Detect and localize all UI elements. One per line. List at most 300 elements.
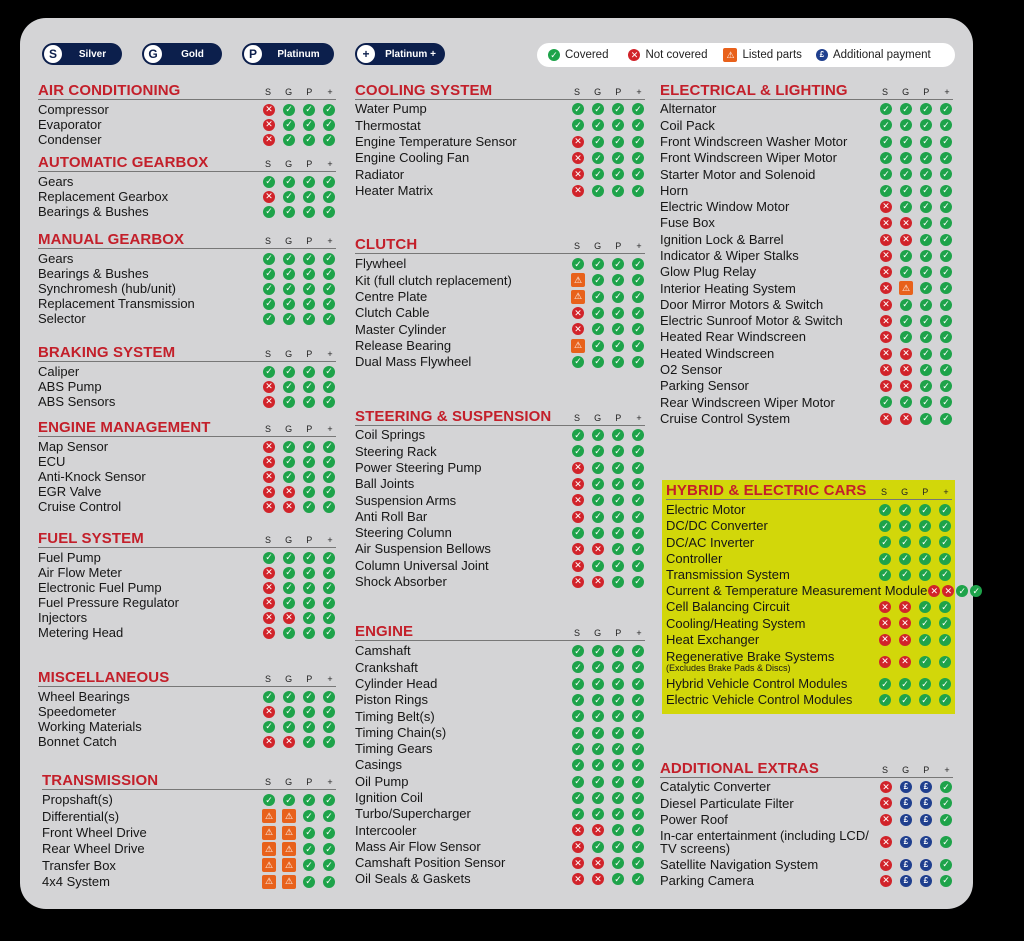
covered-icon: ✓ bbox=[939, 536, 951, 548]
coverage-cell bbox=[631, 356, 645, 368]
covered-icon: ✓ bbox=[323, 471, 335, 483]
coverage-row bbox=[42, 841, 336, 857]
not-covered-icon: ✕ bbox=[880, 348, 892, 360]
part-name bbox=[355, 559, 489, 573]
coverage-icons bbox=[262, 721, 336, 733]
covered-icon: ✓ bbox=[940, 217, 952, 229]
coverage-cell bbox=[938, 656, 952, 668]
not-covered-icon: ✕ bbox=[592, 543, 604, 555]
part-name bbox=[660, 330, 806, 344]
coverage-cell bbox=[899, 201, 913, 213]
covered-icon: ✓ bbox=[303, 810, 315, 822]
coverage-cell bbox=[899, 315, 913, 327]
part-name bbox=[355, 575, 447, 589]
coverage-cell bbox=[631, 185, 645, 197]
coverage-cell bbox=[322, 691, 336, 703]
not-covered-icon: ✕ bbox=[880, 380, 892, 392]
coverage-row bbox=[660, 394, 953, 410]
part-name-text: ABS Pump bbox=[38, 378, 102, 394]
coverage-cell bbox=[939, 168, 953, 180]
part-name bbox=[666, 677, 847, 691]
covered-icon: ✓ bbox=[303, 876, 315, 888]
coverage-cell bbox=[939, 201, 953, 213]
covered-icon: ✓ bbox=[283, 597, 295, 609]
part-name bbox=[355, 661, 418, 675]
part-name bbox=[355, 510, 427, 524]
coverage-icons bbox=[879, 836, 953, 848]
covered-icon: ✓ bbox=[323, 206, 335, 218]
not-covered-icon: ✕ bbox=[628, 49, 640, 61]
coverage-row bbox=[666, 648, 952, 676]
covered-icon: ✓ bbox=[879, 520, 891, 532]
coverage-cell bbox=[571, 136, 585, 148]
covered-icon: ✓ bbox=[612, 494, 624, 506]
part-name bbox=[660, 151, 837, 165]
covered-icon: ✓ bbox=[283, 396, 295, 408]
coverage-row bbox=[38, 469, 336, 484]
coverage-cell bbox=[899, 136, 913, 148]
covered-icon: ✓ bbox=[900, 185, 912, 197]
coverage-cell bbox=[631, 527, 645, 539]
coverage-cell bbox=[879, 859, 893, 871]
part-name bbox=[355, 461, 481, 475]
listed-parts-icon: ⚠ bbox=[282, 858, 296, 872]
coverage-cell bbox=[282, 736, 296, 748]
part-name bbox=[355, 119, 421, 133]
coverage-row bbox=[660, 795, 953, 811]
covered-icon: ✓ bbox=[263, 691, 275, 703]
covered-icon: ✓ bbox=[632, 152, 644, 164]
not-covered-icon: ✕ bbox=[263, 736, 275, 748]
coverage-row bbox=[38, 311, 336, 326]
covered-icon: ✓ bbox=[940, 413, 952, 425]
part-name-text: Ball Joints bbox=[355, 476, 415, 492]
part-name bbox=[42, 842, 145, 856]
coverage-row bbox=[355, 256, 645, 272]
covered-icon: ✓ bbox=[880, 396, 892, 408]
coverage-cell bbox=[919, 136, 933, 148]
coverage-cell bbox=[282, 441, 296, 453]
part-name bbox=[660, 780, 771, 794]
coverage-cell bbox=[941, 585, 955, 597]
coverage-cell bbox=[939, 364, 953, 376]
covered-icon: ✓ bbox=[323, 501, 335, 513]
coverage-cell bbox=[939, 875, 953, 887]
covered-icon: ✓ bbox=[900, 168, 912, 180]
coverage-cell bbox=[919, 185, 933, 197]
coverage-cell bbox=[631, 873, 645, 885]
covered-icon: ✓ bbox=[572, 445, 584, 457]
covered-icon: ✓ bbox=[283, 313, 295, 325]
covered-icon: ✓ bbox=[970, 585, 982, 597]
coverage-cell bbox=[282, 396, 296, 408]
coverage-cell bbox=[918, 536, 932, 548]
part-name bbox=[38, 596, 179, 610]
section-steering-suspension bbox=[355, 408, 645, 590]
tier-column-headers bbox=[571, 413, 645, 425]
listed-parts-icon: ⚠ bbox=[262, 875, 276, 889]
coverage-cell bbox=[631, 576, 645, 588]
covered-icon: ✓ bbox=[283, 567, 295, 579]
covered-icon: ✓ bbox=[283, 268, 295, 280]
coverage-cell bbox=[322, 298, 336, 310]
part-name-text: Mass Air Flow Sensor bbox=[355, 838, 481, 854]
coverage-cell bbox=[322, 471, 336, 483]
part-name-text: Front Wheel Drive bbox=[42, 824, 147, 840]
coverage-cell bbox=[571, 258, 585, 270]
part-name-text: Fuse Box bbox=[660, 215, 715, 231]
not-covered-icon: ✕ bbox=[592, 576, 604, 588]
coverage-cell bbox=[631, 743, 645, 755]
coverage-cell bbox=[939, 299, 953, 311]
coverage-icons bbox=[879, 875, 953, 887]
covered-icon: ✓ bbox=[632, 307, 644, 319]
coverage-row bbox=[660, 166, 953, 182]
covered-icon: ✓ bbox=[900, 315, 912, 327]
covered-icon: ✓ bbox=[303, 501, 315, 513]
coverage-cell bbox=[918, 694, 932, 706]
coverage-cell bbox=[322, 176, 336, 188]
part-name bbox=[355, 742, 433, 756]
coverage-cell bbox=[899, 814, 913, 826]
part-name bbox=[355, 135, 517, 149]
coverage-row bbox=[355, 676, 645, 692]
covered-icon: ✓ bbox=[920, 315, 932, 327]
coverage-cell bbox=[919, 168, 933, 180]
covered-icon: ✓ bbox=[632, 119, 644, 131]
coverage-row bbox=[355, 692, 645, 708]
not-covered-icon: ✕ bbox=[263, 582, 275, 594]
coverage-row bbox=[355, 525, 645, 541]
part-name bbox=[38, 735, 117, 749]
part-name-text: Parking Camera bbox=[660, 873, 754, 889]
coverage-cell bbox=[919, 380, 933, 392]
covered-icon: ✓ bbox=[283, 191, 295, 203]
coverage-cell bbox=[571, 645, 585, 657]
not-covered-icon: ✕ bbox=[263, 441, 275, 453]
covered-icon: ✓ bbox=[283, 456, 295, 468]
coverage-cell bbox=[611, 356, 625, 368]
coverage-cell bbox=[898, 678, 912, 690]
coverage-cell bbox=[571, 543, 585, 555]
coverage-row bbox=[355, 508, 645, 524]
not-covered-icon: ✕ bbox=[899, 656, 911, 668]
not-covered-icon: ✕ bbox=[880, 814, 892, 826]
coverage-cell bbox=[282, 253, 296, 265]
tier-column-label: P bbox=[306, 424, 313, 434]
covered-icon: ✓ bbox=[900, 201, 912, 213]
tier-column-headers bbox=[262, 87, 336, 99]
covered-icon: ✓ bbox=[323, 627, 335, 639]
coverage-icons bbox=[262, 298, 336, 310]
part-name-text: Shock Absorber bbox=[355, 574, 447, 589]
coverage-cell bbox=[591, 710, 605, 722]
covered-icon: ✓ bbox=[900, 152, 912, 164]
section-title: AIR CONDITIONING bbox=[38, 82, 181, 99]
tier-column-headers bbox=[262, 236, 336, 248]
coverage-icons bbox=[879, 185, 953, 197]
coverage-icons bbox=[262, 501, 336, 513]
covered-icon: ✓ bbox=[323, 876, 335, 888]
coverage-row bbox=[660, 362, 953, 378]
coverage-cell bbox=[282, 567, 296, 579]
covered-icon: ✓ bbox=[323, 366, 335, 378]
coverage-cell bbox=[262, 206, 276, 218]
covered-icon: ✓ bbox=[592, 356, 604, 368]
covered-icon: ✓ bbox=[919, 504, 931, 516]
part-name-text: DC/AC Inverter bbox=[666, 534, 755, 550]
covered-icon: ✓ bbox=[592, 168, 604, 180]
coverage-icons bbox=[262, 875, 336, 889]
covered-icon: ✓ bbox=[612, 185, 624, 197]
coverage-icons bbox=[571, 136, 645, 148]
coverage-cell bbox=[898, 504, 912, 516]
coverage-icons bbox=[262, 486, 336, 498]
coverage-icons bbox=[571, 743, 645, 755]
coverage-row bbox=[38, 251, 336, 266]
part-name-text: ECU bbox=[38, 453, 66, 469]
coverage-icons bbox=[571, 307, 645, 319]
covered-icon: ✓ bbox=[920, 282, 932, 294]
coverage-cell bbox=[898, 634, 912, 646]
part-name bbox=[660, 858, 818, 872]
covered-icon: ✓ bbox=[899, 536, 911, 548]
coverage-cell bbox=[262, 456, 276, 468]
part-name-text: Camshaft Position Sensor bbox=[355, 855, 506, 871]
part-name bbox=[38, 252, 73, 266]
tier-column-label: G bbox=[594, 628, 602, 638]
coverage-row bbox=[355, 643, 645, 659]
not-covered-icon: ✕ bbox=[572, 494, 584, 506]
covered-icon: ✓ bbox=[920, 217, 932, 229]
coverage-cell bbox=[631, 462, 645, 474]
covered-icon: ✓ bbox=[900, 299, 912, 311]
coverage-cell bbox=[322, 119, 336, 131]
coverage-cell bbox=[571, 710, 585, 722]
coverage-row bbox=[38, 565, 336, 580]
coverage-row bbox=[38, 296, 336, 311]
part-name-text: Caliper bbox=[38, 363, 80, 379]
coverage-cell bbox=[282, 875, 296, 889]
coverage-row bbox=[660, 345, 953, 361]
covered-icon: ✓ bbox=[592, 119, 604, 131]
coverage-cell bbox=[571, 339, 585, 353]
coverage-row bbox=[666, 534, 952, 550]
part-name bbox=[666, 617, 805, 631]
coverage-icons bbox=[262, 268, 336, 280]
part-name bbox=[42, 859, 116, 873]
not-covered-icon: ✕ bbox=[928, 585, 940, 597]
coverage-cell bbox=[939, 859, 953, 871]
coverage-cell bbox=[939, 836, 953, 848]
not-covered-icon: ✕ bbox=[263, 191, 275, 203]
covered-icon: ✓ bbox=[940, 380, 952, 392]
part-name bbox=[660, 168, 815, 182]
additional-payment-icon: £ bbox=[920, 859, 932, 871]
coverage-cell bbox=[302, 627, 316, 639]
not-covered-icon: ✕ bbox=[572, 824, 584, 836]
covered-icon: ✓ bbox=[956, 585, 968, 597]
tier-column-label: P bbox=[306, 159, 313, 169]
covered-icon: ✓ bbox=[612, 429, 624, 441]
coverage-icons bbox=[878, 504, 952, 516]
part-name-text: Cruise Control bbox=[38, 498, 122, 514]
not-covered-icon: ✕ bbox=[880, 282, 892, 294]
section-header bbox=[38, 231, 336, 249]
part-name bbox=[38, 690, 130, 704]
part-name-text: Timing Gears bbox=[355, 741, 433, 757]
tier-letter: + bbox=[356, 44, 376, 64]
coverage-cell bbox=[262, 268, 276, 280]
covered-icon: ✓ bbox=[612, 808, 624, 820]
tier-column-label: G bbox=[285, 777, 293, 787]
coverage-cell bbox=[611, 661, 625, 673]
tier-column-label: S bbox=[881, 765, 888, 775]
tier-column-label: S bbox=[881, 87, 888, 97]
part-name bbox=[355, 428, 425, 442]
covered-icon: ✓ bbox=[940, 781, 952, 793]
coverage-cell bbox=[282, 706, 296, 718]
coverage-cell bbox=[591, 152, 605, 164]
coverage-cell bbox=[591, 645, 605, 657]
coverage-icons bbox=[262, 471, 336, 483]
covered-icon: ✓ bbox=[920, 136, 932, 148]
coverage-icons bbox=[879, 152, 953, 164]
covered-icon: ✓ bbox=[323, 191, 335, 203]
covered-icon: ✓ bbox=[880, 119, 892, 131]
covered-icon: ✓ bbox=[900, 396, 912, 408]
coverage-cell bbox=[322, 721, 336, 733]
part-name-text: Front Windscreen Wiper Motor bbox=[660, 150, 837, 166]
coverage-cell bbox=[282, 826, 296, 840]
not-covered-icon: ✕ bbox=[900, 364, 912, 376]
coverage-cell bbox=[939, 119, 953, 131]
coverage-cell bbox=[262, 552, 276, 564]
coverage-cell bbox=[262, 582, 276, 594]
part-name bbox=[355, 274, 512, 288]
covered-icon: ✓ bbox=[283, 176, 295, 188]
covered-icon: ✓ bbox=[592, 511, 604, 523]
coverage-icons bbox=[262, 456, 336, 468]
covered-icon: ✓ bbox=[572, 678, 584, 690]
section-additional-extras bbox=[660, 760, 953, 889]
covered-icon: ✓ bbox=[572, 527, 584, 539]
coverage-cell bbox=[571, 307, 585, 319]
covered-icon: ✓ bbox=[303, 441, 315, 453]
part-name bbox=[660, 379, 749, 393]
coverage-row bbox=[38, 174, 336, 189]
covered-icon: ✓ bbox=[612, 136, 624, 148]
covered-icon: ✓ bbox=[283, 627, 295, 639]
covered-icon: ✓ bbox=[592, 710, 604, 722]
coverage-cell bbox=[919, 266, 933, 278]
part-name bbox=[355, 807, 471, 821]
covered-icon: ✓ bbox=[632, 710, 644, 722]
part-name-text: Steering Rack bbox=[355, 443, 437, 459]
covered-icon: ✓ bbox=[940, 315, 952, 327]
covered-icon: ✓ bbox=[572, 776, 584, 788]
coverage-cell bbox=[919, 836, 933, 848]
covered-icon: ✓ bbox=[263, 253, 275, 265]
covered-icon: ✓ bbox=[592, 678, 604, 690]
coverage-row bbox=[660, 812, 953, 828]
tier-column-label: + bbox=[636, 628, 642, 638]
covered-icon: ✓ bbox=[632, 511, 644, 523]
section-electrical-lighting bbox=[660, 82, 953, 427]
covered-icon: ✓ bbox=[612, 291, 624, 303]
coverage-row bbox=[666, 599, 952, 615]
covered-icon: ✓ bbox=[303, 134, 315, 146]
not-covered-icon: ✕ bbox=[572, 462, 584, 474]
coverage-row bbox=[42, 808, 336, 824]
covered-icon: ✓ bbox=[899, 678, 911, 690]
not-covered-icon: ✕ bbox=[879, 656, 891, 668]
coverage-cell bbox=[631, 119, 645, 131]
coverage-cell bbox=[282, 794, 296, 806]
coverage-cell bbox=[611, 340, 625, 352]
part-name bbox=[38, 175, 73, 189]
coverage-cell bbox=[919, 152, 933, 164]
coverage-cell bbox=[571, 661, 585, 673]
coverage-cell bbox=[939, 103, 953, 115]
part-name-text: Steering Column bbox=[355, 525, 452, 541]
part-name bbox=[666, 536, 754, 550]
part-name bbox=[38, 440, 108, 454]
part-name bbox=[355, 151, 469, 165]
coverage-cell bbox=[955, 585, 969, 597]
legend-label: Covered bbox=[565, 49, 609, 61]
part-name bbox=[660, 282, 796, 296]
coverage-cell bbox=[571, 511, 585, 523]
coverage-icons bbox=[571, 560, 645, 572]
coverage-icons bbox=[262, 104, 336, 116]
part-name bbox=[38, 611, 87, 625]
tier-label: Platinum + bbox=[385, 48, 436, 60]
coverage-cell bbox=[898, 601, 912, 613]
covered-icon: ✓ bbox=[303, 612, 315, 624]
coverage-cell bbox=[899, 331, 913, 343]
covered-icon: ✓ bbox=[632, 808, 644, 820]
coverage-cell bbox=[631, 560, 645, 572]
not-covered-icon: ✕ bbox=[880, 315, 892, 327]
coverage-cell bbox=[302, 612, 316, 624]
covered-icon: ✓ bbox=[880, 152, 892, 164]
coverage-icons bbox=[571, 119, 645, 131]
coverage-row bbox=[660, 779, 953, 795]
coverage-cell bbox=[302, 552, 316, 564]
coverage-cell bbox=[282, 501, 296, 513]
part-name-text: Starter Motor and Solenoid bbox=[660, 166, 816, 182]
part-name-text: Suspension Arms bbox=[355, 492, 457, 508]
covered-icon: ✓ bbox=[940, 168, 952, 180]
coverage-icons bbox=[262, 597, 336, 609]
coverage-cell bbox=[322, 486, 336, 498]
covered-icon: ✓ bbox=[632, 527, 644, 539]
coverage-cell bbox=[898, 520, 912, 532]
part-name bbox=[660, 314, 843, 328]
coverage-icons bbox=[262, 119, 336, 131]
part-name bbox=[355, 693, 428, 707]
coverage-cell bbox=[611, 291, 625, 303]
section-header bbox=[38, 154, 336, 172]
coverage-cell bbox=[631, 661, 645, 673]
coverage-cell bbox=[899, 875, 913, 887]
coverage-cell bbox=[302, 298, 316, 310]
coverage-icons bbox=[571, 462, 645, 474]
coverage-icons bbox=[262, 736, 336, 748]
coverage-icons bbox=[262, 441, 336, 453]
tier-column-label: P bbox=[306, 535, 313, 545]
